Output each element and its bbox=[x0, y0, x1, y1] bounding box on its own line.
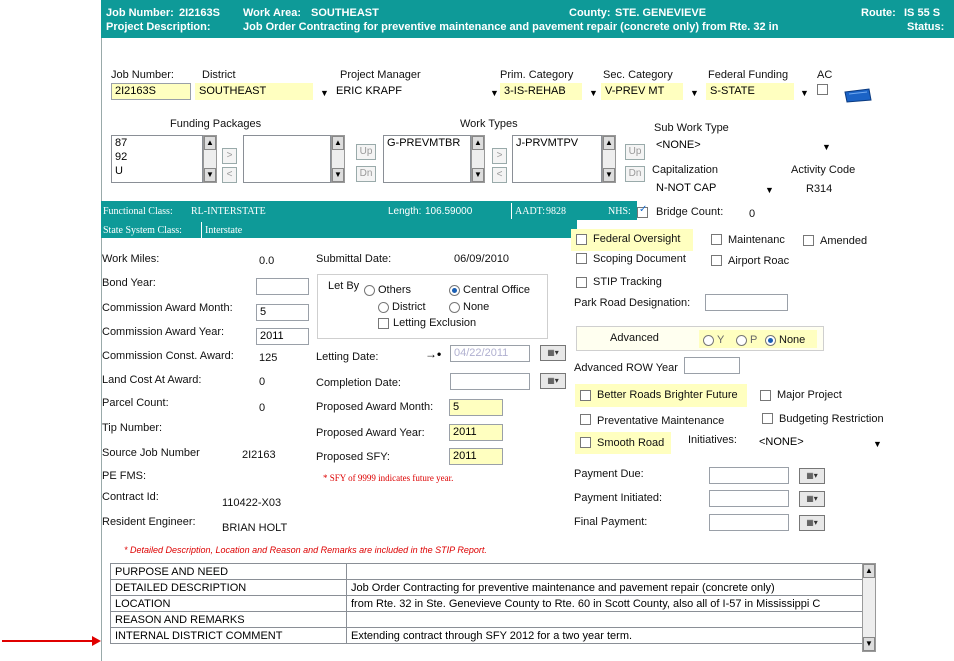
table-row[interactable] bbox=[111, 564, 874, 580]
row-value[interactable]: Extending contract through SFY 2012 for a two year term. bbox=[347, 628, 874, 644]
annotation-arrow-icon bbox=[0, 634, 102, 648]
move-right-button[interactable]: > bbox=[492, 148, 507, 164]
advanced-label: Advanced bbox=[610, 332, 659, 344]
functional-class-value: RL-INTERSTATE bbox=[191, 206, 266, 217]
initiatives-select[interactable]: <NONE> bbox=[755, 434, 865, 451]
row-value[interactable] bbox=[347, 564, 874, 580]
scroll-down-icon[interactable]: ▼ bbox=[472, 168, 484, 182]
row-key: LOCATION bbox=[111, 596, 347, 612]
work-miles-label: Work Miles: bbox=[102, 253, 160, 265]
park-road-label: Park Road Designation: bbox=[574, 297, 691, 309]
preventative-maintenance-label: Preventative Maintenance bbox=[597, 415, 725, 427]
ac-checkbox[interactable] bbox=[817, 84, 828, 95]
commission-award-month-input[interactable]: 5 bbox=[256, 304, 309, 321]
airport-road-label: Airport Roac bbox=[728, 255, 790, 267]
payment-due-label: Payment Due: bbox=[574, 468, 644, 480]
proposed-award-year-input[interactable]: 2011 bbox=[449, 424, 503, 441]
work-types-scrollbar[interactable] bbox=[602, 135, 616, 183]
state-system-class-value: Interstate bbox=[205, 225, 243, 236]
header-route: IS 55 S bbox=[904, 7, 941, 19]
budgeting-restriction-checkbox[interactable] bbox=[762, 413, 773, 424]
payment-initiated-input[interactable] bbox=[709, 490, 789, 507]
list-item[interactable]: J-PRVMTPV bbox=[516, 137, 579, 149]
scroll-up-icon[interactable]: ▲ bbox=[332, 136, 344, 150]
table-row[interactable] bbox=[111, 580, 874, 596]
length-label: Length: bbox=[388, 206, 422, 217]
initiatives-dropdown-icon[interactable]: ▼ bbox=[873, 439, 882, 449]
row-key: REASON AND REMARKS bbox=[111, 612, 347, 628]
commission-award-year-input[interactable]: 2011 bbox=[256, 328, 309, 345]
advanced-row-year-label: Advanced ROW Year bbox=[574, 362, 678, 374]
stip-report-note: * Detailed Description, Location and Reason and Remarks are included in the STIP Report. bbox=[124, 545, 487, 555]
preventative-maintenance-checkbox[interactable] bbox=[580, 414, 591, 425]
let-by-district-radio[interactable] bbox=[378, 302, 389, 313]
activity-code-label: Activity Code bbox=[791, 164, 856, 176]
pm-dropdown-icon[interactable]: ▼ bbox=[490, 88, 499, 98]
letting-date-input[interactable]: 04/22/2011 bbox=[450, 345, 530, 362]
capitalization-label: Capitalization bbox=[652, 164, 719, 176]
payment-initiated-calendar-icon[interactable]: ▦▾ bbox=[799, 491, 825, 507]
proposed-award-year-label: Proposed Award Year: bbox=[316, 427, 425, 439]
smooth-road-label: Smooth Road bbox=[597, 437, 665, 449]
proposed-award-month-input[interactable]: 5 bbox=[449, 399, 503, 416]
completion-date-input[interactable] bbox=[450, 373, 530, 390]
final-payment-calendar-icon[interactable]: ▦▾ bbox=[799, 515, 825, 531]
state-system-class-label: State System Class: bbox=[103, 225, 182, 236]
work-types-label: Work Types bbox=[460, 118, 518, 130]
row-value[interactable]: from Rte. 32 in Ste. Genevieve County to Rte. 60 in Scott County, also all of I-57 in Mississippi C bbox=[347, 596, 874, 612]
district-select[interactable]: SOUTHEAST bbox=[195, 83, 313, 100]
federal-funding-label: Federal Funding bbox=[708, 69, 789, 81]
check-mark-icon: ✓ bbox=[639, 204, 648, 215]
advanced-p-label: P bbox=[750, 334, 758, 346]
final-payment-input[interactable] bbox=[709, 514, 789, 531]
scroll-up-icon[interactable]: ▲ bbox=[863, 564, 875, 578]
list-item[interactable]: 92 bbox=[115, 151, 128, 163]
header-county: STE. GENEVIEVE bbox=[615, 7, 707, 19]
stip-tracking-checkbox[interactable] bbox=[576, 277, 587, 288]
source-job-number-value: 2I2163 bbox=[242, 449, 276, 461]
project-manager-select[interactable]: ERIC KRAPF bbox=[332, 83, 492, 100]
stip-table-scrollbar[interactable] bbox=[862, 563, 876, 652]
scroll-up-icon[interactable]: ▲ bbox=[603, 136, 615, 150]
table-row[interactable] bbox=[111, 596, 874, 612]
cap-dropdown-icon[interactable]: ▼ bbox=[765, 185, 774, 195]
move-left-button[interactable]: < bbox=[492, 167, 507, 183]
table-row[interactable] bbox=[111, 628, 874, 644]
header-status-label: Status: bbox=[907, 21, 945, 33]
sub-work-type-select[interactable]: <NONE> bbox=[652, 137, 802, 154]
resident-engineer-value: BRIAN HOLT bbox=[222, 522, 288, 534]
prim-category-label: Prim. Category bbox=[500, 69, 574, 81]
scroll-down-icon[interactable]: ▼ bbox=[332, 168, 344, 182]
land-cost-value: 0 bbox=[259, 376, 266, 388]
aadt-value: 9828 bbox=[546, 206, 566, 217]
final-payment-label: Final Payment: bbox=[574, 516, 648, 528]
let-by-central-label: Central Office bbox=[463, 284, 531, 296]
better-roads-label: Better Roads Brighter Future bbox=[597, 389, 738, 401]
let-by-others-label: Others bbox=[378, 284, 412, 296]
tip-number-label: Tip Number: bbox=[102, 422, 163, 434]
project-header bbox=[101, 0, 954, 38]
bridge-count-value: 0 bbox=[749, 208, 756, 220]
contract-id-label: Contract Id: bbox=[102, 491, 159, 503]
proposed-sfy-input[interactable]: 2011 bbox=[449, 448, 503, 465]
move-down-button[interactable]: Dn bbox=[356, 166, 376, 182]
move-up-button[interactable]: Up bbox=[625, 144, 645, 160]
advanced-y-radio[interactable] bbox=[703, 335, 714, 346]
list-item[interactable]: 87 bbox=[115, 137, 128, 149]
advanced-none-radio[interactable] bbox=[765, 335, 776, 346]
advanced-p-radio[interactable] bbox=[736, 335, 747, 346]
proposed-award-month-label: Proposed Award Month: bbox=[316, 401, 434, 413]
better-roads-checkbox[interactable] bbox=[580, 390, 591, 401]
project-manager-label: Project Manager bbox=[340, 69, 421, 81]
prim-dropdown-icon[interactable]: ▼ bbox=[589, 88, 598, 98]
sec-category-label: Sec. Category bbox=[603, 69, 673, 81]
resident-engineer-label: Resident Engineer: bbox=[102, 516, 196, 528]
completion-date-calendar-icon[interactable]: ▦▾ bbox=[540, 373, 566, 389]
bond-year-input[interactable] bbox=[256, 278, 309, 295]
airport-road-checkbox[interactable] bbox=[711, 255, 722, 266]
maintenance-label: Maintenanc bbox=[728, 234, 785, 246]
let-by-none-radio[interactable] bbox=[449, 302, 460, 313]
district-label: District bbox=[202, 69, 236, 81]
commission-const-award-value: 125 bbox=[259, 352, 278, 364]
job-number-input[interactable]: 2I2163S bbox=[111, 83, 191, 100]
initiatives-label: Initiatives: bbox=[688, 434, 737, 446]
row-key: DETAILED DESCRIPTION bbox=[111, 580, 347, 596]
payment-initiated-label: Payment Initiated: bbox=[574, 492, 663, 504]
amended-label: Amended bbox=[820, 235, 868, 247]
federal-oversight-checkbox[interactable] bbox=[576, 234, 587, 245]
land-cost-label: Land Cost At Award: bbox=[102, 374, 202, 386]
major-project-label: Major Project bbox=[777, 389, 842, 401]
sub-work-dropdown-icon[interactable]: ▼ bbox=[822, 142, 831, 152]
functional-class-label: Functional Class: bbox=[103, 206, 173, 217]
sec-dropdown-icon[interactable]: ▼ bbox=[690, 88, 699, 98]
header-job-number-label: Job Number: bbox=[106, 7, 174, 19]
budgeting-restriction-label: Budgeting Restriction bbox=[779, 413, 884, 425]
header-work-area-label: Work Area: bbox=[243, 7, 302, 19]
commission-award-month-label: Commission Award Month: bbox=[102, 302, 233, 314]
advanced-row-year-input[interactable] bbox=[684, 357, 740, 374]
capitalization-select[interactable]: N-NOT CAP bbox=[652, 180, 752, 197]
fed-dropdown-icon[interactable]: ▼ bbox=[800, 88, 809, 98]
district-dropdown-icon[interactable]: ▼ bbox=[320, 88, 329, 98]
scroll-down-icon[interactable]: ▼ bbox=[863, 637, 875, 651]
park-road-input[interactable] bbox=[705, 294, 788, 311]
smooth-road-checkbox[interactable] bbox=[580, 437, 591, 448]
row-key: INTERNAL DISTRICT COMMENT bbox=[111, 628, 347, 644]
sec-category-select[interactable]: V-PREV MT bbox=[601, 83, 683, 100]
submittal-date-value: 06/09/2010 bbox=[454, 253, 510, 265]
ac-label: AC bbox=[817, 69, 833, 81]
row-value[interactable]: Job Order Contracting for preventive maintenance and pavement repair (concrete only) bbox=[347, 580, 874, 596]
list-item[interactable]: G-PREVMTBR bbox=[387, 137, 461, 149]
payment-due-calendar-icon[interactable]: ▦▾ bbox=[799, 468, 825, 484]
package-work-scrollbar[interactable] bbox=[471, 135, 485, 183]
advanced-y-label: Y bbox=[717, 334, 725, 346]
route-info-band bbox=[101, 201, 577, 238]
scoping-document-checkbox[interactable] bbox=[576, 253, 587, 264]
federal-funding-select[interactable]: S-STATE bbox=[706, 83, 794, 100]
funding-scrollbar[interactable] bbox=[203, 135, 217, 183]
scroll-up-icon[interactable]: ▲ bbox=[472, 136, 484, 150]
letting-date-calendar-icon[interactable]: ▦▾ bbox=[540, 345, 566, 361]
scroll-down-icon[interactable]: ▼ bbox=[603, 168, 615, 182]
parcel-count-label: Parcel Count: bbox=[102, 397, 169, 409]
header-work-area: SOUTHEAST bbox=[311, 7, 379, 19]
move-right-button[interactable]: > bbox=[222, 148, 237, 164]
letting-exclusion-label: Letting Exclusion bbox=[393, 317, 477, 329]
pe-fms-label: PE FMS: bbox=[102, 470, 147, 482]
completion-date-label: Completion Date: bbox=[316, 377, 401, 389]
arrow-right-icon[interactable]: →• bbox=[425, 347, 442, 361]
scroll-down-icon[interactable]: ▼ bbox=[204, 168, 216, 182]
row-key: PURPOSE AND NEED bbox=[111, 564, 347, 580]
sfy-note: * SFY of 9999 indicates future year. bbox=[323, 473, 454, 483]
bond-year-label: Bond Year: bbox=[102, 277, 156, 289]
nhs-label: NHS: bbox=[608, 206, 631, 217]
table-row[interactable] bbox=[111, 612, 874, 628]
sub-work-type-label: Sub Work Type bbox=[654, 122, 729, 134]
header-project-desc-label: Project Description: bbox=[106, 21, 211, 33]
package-work-list[interactable] bbox=[383, 135, 471, 183]
list-item[interactable]: U bbox=[115, 165, 123, 177]
aadt-label: AADT: bbox=[515, 206, 546, 217]
payment-due-input[interactable] bbox=[709, 467, 789, 484]
let-by-none-label: None bbox=[463, 301, 490, 313]
work-miles-value: 0.0 bbox=[259, 255, 275, 267]
source-job-number-label: Source Job Number bbox=[102, 447, 200, 459]
band-divider bbox=[511, 203, 512, 219]
move-up-button[interactable]: Up bbox=[356, 144, 376, 160]
maintenance-checkbox[interactable] bbox=[711, 234, 722, 245]
commission-const-award-label: Commission Const. Award: bbox=[102, 350, 234, 362]
bridge-count-label: Bridge Count: bbox=[656, 206, 724, 218]
let-by-others-radio[interactable] bbox=[364, 285, 375, 296]
move-down-button[interactable]: Dn bbox=[625, 166, 645, 182]
move-left-button[interactable]: < bbox=[222, 167, 237, 183]
letting-exclusion-checkbox[interactable] bbox=[378, 318, 389, 329]
submittal-date-label: Submittal Date: bbox=[316, 253, 392, 265]
funding-packages-list[interactable] bbox=[111, 135, 203, 183]
commission-award-year-label: Commission Award Year: bbox=[102, 326, 225, 338]
scoping-document-label: Scoping Document bbox=[593, 253, 686, 265]
header-job-number: 2I2163S bbox=[179, 7, 220, 19]
selected-packages-list[interactable] bbox=[243, 135, 331, 183]
funding-packages-label: Funding Packages bbox=[170, 118, 262, 130]
save-disk-icon[interactable] bbox=[843, 86, 873, 104]
letting-date-label: Letting Date: bbox=[316, 351, 379, 363]
stip-tracking-label: STIP Tracking bbox=[593, 276, 662, 288]
stip-description-table bbox=[110, 563, 874, 644]
contract-id-value: 110422-X03 bbox=[222, 497, 282, 509]
let-by-label: Let By bbox=[328, 280, 360, 292]
header-project-desc: Job Order Contracting for preventive maintenance and pavement repair (concrete only) from Rte. 32 in bbox=[243, 21, 779, 33]
header-route-label: Route: bbox=[861, 7, 896, 19]
work-types-list[interactable] bbox=[512, 135, 602, 183]
band-divider bbox=[201, 222, 202, 238]
row-value[interactable] bbox=[347, 612, 874, 628]
job-number-label: Job Number: bbox=[111, 69, 174, 81]
let-by-district-label: District bbox=[392, 301, 426, 313]
parcel-count-value: 0 bbox=[259, 402, 266, 414]
activity-code-value: R314 bbox=[806, 183, 833, 195]
length-value: 106.59000 bbox=[425, 206, 473, 217]
selected-packages-scrollbar[interactable] bbox=[331, 135, 345, 183]
prim-category-select[interactable]: 3-IS-REHAB bbox=[500, 83, 582, 100]
amended-checkbox[interactable] bbox=[803, 235, 814, 246]
federal-oversight-label: Federal Oversight bbox=[593, 233, 681, 245]
proposed-sfy-label: Proposed SFY: bbox=[316, 451, 390, 463]
major-project-checkbox[interactable] bbox=[760, 390, 771, 401]
scroll-up-icon[interactable]: ▲ bbox=[204, 136, 216, 150]
header-county-label: County: bbox=[569, 7, 611, 19]
advanced-none-label: None bbox=[779, 334, 806, 346]
let-by-central-radio[interactable] bbox=[449, 285, 460, 296]
